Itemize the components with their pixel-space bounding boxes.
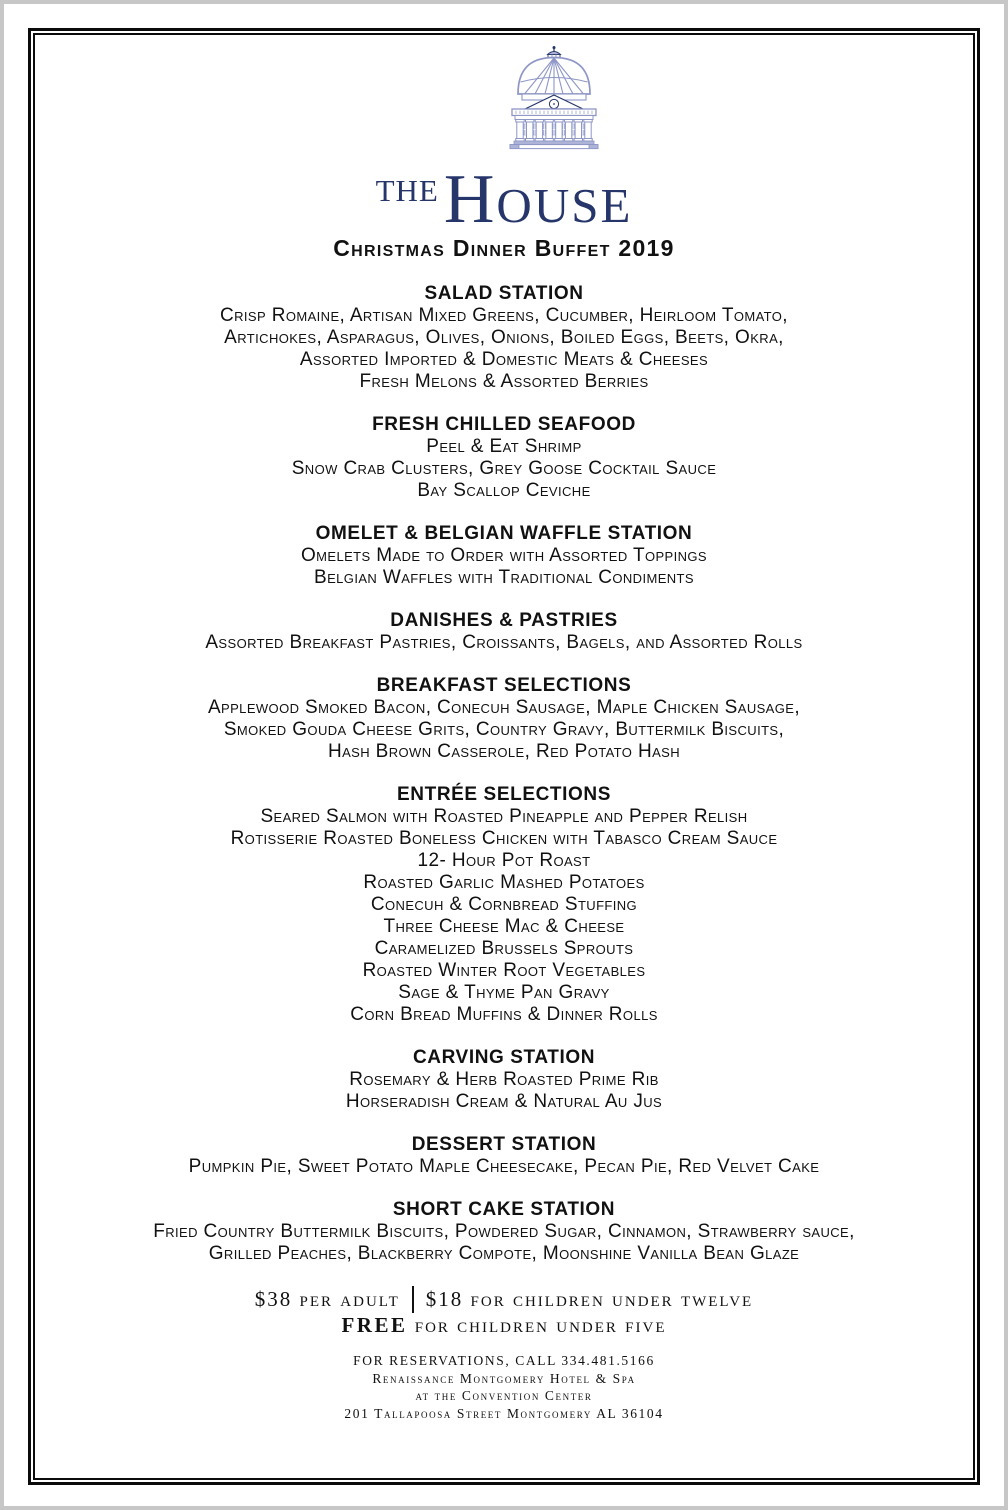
section-heading: ENTRÉE SELECTIONS: [397, 784, 611, 805]
restaurant-logo: [35, 45, 973, 238]
menu-item-line: Crisp Romaine, Artisan Mixed Greens, Cucumber, Heirloom Tomato,: [220, 305, 788, 326]
menu-item-line: Belgian Waffles with Traditional Condiments: [314, 567, 694, 588]
menu-item-line: Roasted Winter Root Vegetables: [362, 960, 646, 981]
section-heading: DANISHES & PASTRIES: [390, 610, 618, 631]
menu-section: [35, 414, 973, 502]
menu-item-line: Roasted Garlic Mashed Potatoes: [363, 872, 645, 893]
menu-item-line: Artichokes, Asparagus, Olives, Onions, Boiled Eggs, Beets, Okra,: [224, 327, 784, 348]
logo-word-house: House: [443, 161, 633, 238]
page-border-outer: [28, 28, 980, 1485]
pricing: [35, 1286, 973, 1338]
menu-item-line: Fried Country Buttermilk Biscuits, Powdered Sugar, Cinnamon, Strawberry sauce,: [153, 1221, 855, 1242]
menu-sections: [35, 283, 973, 1265]
section-heading: OMELET & BELGIAN WAFFLE STATION: [315, 523, 693, 544]
logo-wordmark: [35, 161, 973, 238]
menu-section: [35, 675, 973, 763]
price-children: $18 for children under twelve: [425, 1287, 754, 1311]
price-free-word: FREE: [341, 1313, 408, 1337]
menu-content: [35, 35, 973, 1478]
menu-section: [35, 1047, 973, 1113]
menu-section: [35, 523, 973, 589]
section-heading: SALAD STATION: [424, 283, 584, 304]
section-heading: BREAKFAST SELECTIONS: [376, 675, 632, 696]
price-adult: $38 per adult: [254, 1287, 400, 1311]
menu-item-line: Hash Brown Casserole, Red Potato Hash: [327, 741, 681, 762]
menu-item-line: Grilled Peaches, Blackberry Compote, Moonshine Vanilla Bean Glaze: [208, 1243, 800, 1264]
footer-address: 201 Tallapoosa Street Montgomery AL 36104: [344, 1405, 664, 1421]
menu-item-line: Bay Scallop Ceviche: [417, 480, 591, 501]
menu-item-line: Horseradish Cream & Natural Au Jus: [345, 1091, 663, 1112]
page-border-inner: [33, 33, 975, 1480]
logo-word-the: THE: [375, 173, 439, 208]
price-free-rest: for children under five: [414, 1313, 667, 1337]
price-line: [35, 1286, 973, 1313]
menu-item-line: Sage & Thyme Pan Gravy: [398, 982, 610, 1003]
footer-hotel: Renaissance Montgomery Hotel & Spa: [372, 1370, 636, 1386]
menu-item-line: Peel & Eat Shrimp: [426, 436, 582, 457]
menu-item-line: Pumpkin Pie, Sweet Potato Maple Cheesecake, Pecan Pie, Red Velvet Cake: [188, 1156, 820, 1177]
section-heading: SHORT CAKE STATION: [392, 1199, 616, 1220]
menu-item-line: Rosemary & Herb Roasted Prime Rib: [349, 1069, 659, 1090]
menu-item-line: Seared Salmon with Roasted Pineapple and Pepper Relish: [260, 806, 748, 827]
menu-section: [35, 784, 973, 1026]
menu-item-line: Rotisserie Roasted Boneless Chicken with Tabasco Cream Sauce: [230, 828, 778, 849]
footer-venue: at the Convention Center: [415, 1388, 593, 1403]
menu-item-line: Assorted Breakfast Pastries, Croissants, Bagels, and Assorted Rolls: [205, 632, 803, 653]
menu-item-line: Caramelized Brussels Sprouts: [374, 938, 634, 959]
menu-item-line: Conecuh & Cornbread Stuffing: [370, 894, 638, 915]
section-heading: CARVING STATION: [412, 1047, 596, 1068]
menu-section: [35, 1134, 973, 1178]
section-heading: FRESH CHILLED SEAFOOD: [372, 414, 636, 435]
price-free-line: [35, 1313, 973, 1338]
menu-item-line: Applewood Smoked Bacon, Conecuh Sausage, Maple Chicken Sausage,: [207, 697, 801, 718]
menu-section: [35, 283, 973, 393]
logo-building-icon: [35, 45, 973, 158]
section-heading: DESSERT STATION: [411, 1134, 597, 1155]
menu-item-line: Fresh Melons & Assorted Berries: [359, 371, 649, 392]
footer-reservations: FOR RESERVATIONS, CALL 334.481.5166: [353, 1353, 655, 1368]
menu-item-line: Three Cheese Mac & Cheese: [383, 916, 625, 937]
menu-section: [35, 1199, 973, 1265]
menu-item-line: 12- Hour Pot Roast: [417, 850, 591, 871]
price-divider: [412, 1286, 414, 1313]
menu-title: Christmas Dinner Buffet 2019: [333, 235, 675, 261]
menu-item-line: Assorted Imported & Domestic Meats & Cheeses: [299, 349, 709, 370]
menu-item-line: Omelets Made to Order with Assorted Toppings: [301, 545, 707, 566]
footer: [35, 1352, 973, 1422]
menu-item-line: Corn Bread Muffins & Dinner Rolls: [350, 1004, 658, 1025]
menu-section: [35, 610, 973, 654]
menu-item-line: Snow Crab Clusters, Grey Goose Cocktail Sauce: [291, 458, 717, 479]
menu-item-line: Smoked Gouda Cheese Grits, Country Gravy, Buttermilk Biscuits,: [223, 719, 785, 740]
